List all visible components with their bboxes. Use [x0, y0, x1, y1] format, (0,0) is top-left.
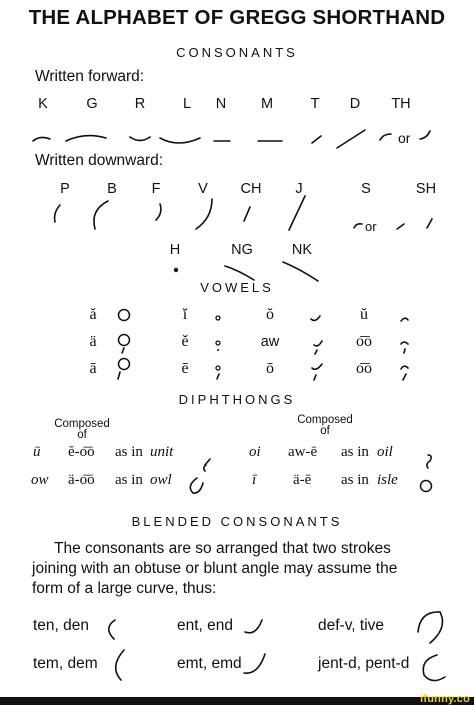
letter-ch: CH: [240, 181, 262, 197]
diphthongs-heading: DIPHTHONGS: [178, 392, 296, 407]
letter-l: L: [182, 96, 192, 112]
letter-m: M: [260, 96, 274, 112]
stroke-vowel-aw: [314, 341, 322, 354]
stroke-blend-ten-den: [109, 620, 115, 639]
diphthong-composed-u: ĕ-o͞o: [68, 444, 95, 460]
vowel-long-a: ā: [89, 360, 97, 377]
letter-s: S: [361, 181, 371, 197]
stroke-vowel-long-oo: [401, 366, 408, 380]
diphthong-composed-ow: ä-o͞o: [68, 472, 95, 488]
vowel-long-e: ē: [181, 360, 189, 377]
stroke-th-b: [420, 131, 430, 139]
stroke-s-b: [397, 224, 404, 229]
downward-or-text: or: [365, 219, 377, 234]
diphthong-composed-i: ä-ē: [293, 472, 312, 488]
stroke-v: [196, 199, 212, 229]
stroke-nk: [283, 262, 318, 281]
stroke-diphthong-ow: [190, 478, 203, 493]
brand-watermark: ifunny.co: [420, 693, 470, 705]
letter-j: J: [295, 181, 303, 197]
letter-nk: NK: [291, 242, 313, 258]
stroke-blend-emt-emd: [244, 654, 265, 673]
diphthong-symbol-ow: ow: [31, 472, 49, 488]
stroke-r: [130, 137, 150, 141]
letter-ng: NG: [231, 242, 253, 258]
letter-n: N: [215, 96, 227, 112]
stroke-diphthong-u: [204, 459, 210, 471]
letter-sh: SH: [415, 181, 437, 197]
vowel-long-o: ō: [266, 360, 274, 377]
stroke-vowel-u: [401, 318, 408, 321]
vowels-heading: VOWELS: [200, 280, 274, 295]
stroke-blend-jent-d: [423, 655, 445, 681]
letter-k: K: [38, 96, 48, 112]
composed-of-left: Composed of: [54, 418, 110, 441]
stroke-diphthong-i: [421, 481, 432, 492]
blended-heading: BLENDED CONSONANTS: [131, 514, 343, 529]
diphthong-symbol-oi: oi: [249, 444, 261, 460]
diphthong-composed-oi: aw-ē: [288, 444, 318, 460]
vowel-e-caron: ě: [181, 333, 189, 350]
stroke-diphthong-oi: [427, 455, 431, 468]
stroke-vowel-ah: [119, 335, 130, 346]
composed-of-right: Composed of: [297, 414, 353, 437]
blend-label-ent-end: ent, end: [177, 617, 234, 634]
diphthong-as-in-oi: as in: [341, 444, 369, 460]
stroke-ng: [225, 266, 254, 280]
stroke-vowel-long-a-mark: [118, 372, 120, 379]
letter-v: V: [198, 181, 208, 197]
letter-h: H: [169, 242, 181, 258]
diphthong-word-isle: isle: [377, 472, 398, 488]
stroke-s-a: [354, 224, 362, 228]
stroke-vowel-long-e: [216, 366, 220, 370]
stroke-j: [289, 196, 305, 230]
vowel-aw: aw: [260, 334, 280, 350]
stroke-vowel-e: [216, 341, 220, 345]
letter-g: G: [86, 96, 98, 112]
vowel-short-u: ŭ: [360, 306, 368, 323]
stroke-vowel-long-a: [119, 359, 130, 370]
footer-bar: [0, 697, 474, 705]
letter-p: P: [60, 181, 70, 197]
letter-th: TH: [391, 96, 411, 112]
diphthong-as-in-i: as in: [341, 472, 369, 488]
blended-text-line-3: form of a large curve, thus:: [32, 580, 217, 597]
stroke-vowel-e-dot: [217, 349, 219, 351]
forward-or-text: or: [398, 130, 411, 146]
letter-r: R: [134, 96, 146, 112]
stroke-vowel-a: [119, 310, 130, 321]
letter-f: F: [151, 181, 161, 197]
vowel-oo-long: o͞o: [356, 360, 372, 377]
stroke-vowel-long-o: [312, 364, 322, 380]
blended-text-line-2: joining with an obtuse or blunt angle may assume the: [32, 560, 398, 577]
stroke-f: [156, 204, 161, 220]
stroke-blend-ent-end: [245, 620, 262, 633]
stroke-t: [312, 136, 321, 143]
diphthong-word-owl: owl: [150, 472, 172, 488]
consonants-heading: CONSONANTS: [176, 45, 298, 60]
stroke-vowel-o: [311, 316, 320, 320]
stroke-d: [337, 130, 365, 148]
blended-text-line-1: The consonants are so arranged that two strokes: [54, 540, 391, 557]
diphthong-as-in-ow: as in: [115, 472, 143, 488]
vowel-short-i: ĭ: [182, 306, 188, 323]
stroke-th-a: [380, 134, 391, 140]
stroke-b: [94, 201, 108, 229]
blend-label-emt-emd: emt, emd: [177, 655, 242, 672]
blend-label-ten-den: ten, den: [33, 617, 90, 634]
stroke-h: [174, 268, 178, 272]
page-title: THE ALPHABET OF GREGG SHORTHAND: [28, 6, 446, 29]
diphthong-word-unit: unit: [150, 444, 174, 460]
vowel-short-o: ŏ: [266, 306, 274, 323]
written-forward-label: Written forward:: [35, 68, 145, 85]
stroke-vowel-ah-mark: [122, 348, 124, 353]
stroke-sh: [427, 219, 432, 228]
stroke-g: [66, 136, 106, 141]
stroke-ch: [244, 207, 250, 221]
stroke-blend-tem-dem: [116, 650, 124, 680]
vowel-ah: ä: [89, 333, 97, 350]
stroke-p: [55, 205, 60, 222]
stroke-blend-def-v: [418, 612, 442, 643]
diphthong-as-in-u: as in: [115, 444, 143, 460]
diphthong-symbol-i: ī: [252, 472, 257, 488]
written-downward-label: Written downward:: [35, 152, 164, 169]
stroke-l: [160, 138, 200, 143]
blend-label-jent-d-pent-d: jent-d, pent-d: [318, 655, 410, 672]
diphthong-symbol-u: ū: [33, 444, 41, 460]
stroke-vowel-i: [216, 316, 220, 320]
diphthong-word-oil: oil: [377, 444, 393, 460]
vowel-short-a: ă: [89, 306, 97, 323]
stroke-vowel-oo: [401, 342, 408, 353]
stroke-k: [33, 137, 50, 141]
letter-d: D: [349, 96, 361, 112]
blend-label-def-v-tive: def-v, tive: [318, 617, 385, 634]
stroke-vowel-long-e-mark: [217, 374, 219, 379]
letter-t: T: [310, 96, 320, 112]
vowel-oo-short: o͞o: [356, 333, 372, 350]
blend-label-tem-dem: tem, dem: [33, 655, 98, 672]
letter-b: B: [107, 181, 117, 197]
